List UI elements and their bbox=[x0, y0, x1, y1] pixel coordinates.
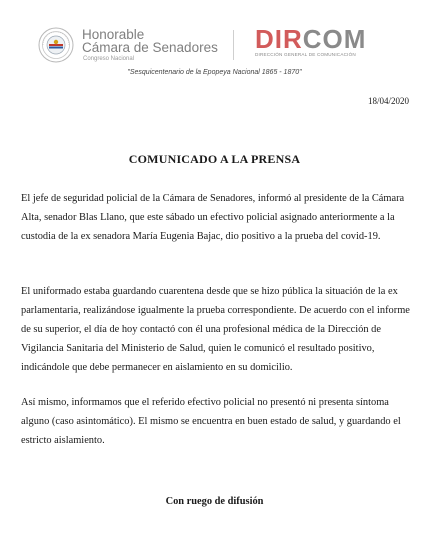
dircom-wordmark-part1: DIR bbox=[255, 24, 303, 54]
dircom-subtitle: DIRECCIÓN GENERAL DE COMUNICACIÓN bbox=[255, 52, 356, 57]
org-name-line1: Honorable bbox=[82, 27, 145, 42]
dircom-wordmark-part2: COM bbox=[302, 24, 367, 54]
document-title: COMUNICADO A LA PRENSA bbox=[128, 152, 301, 166]
senate-wordmark bbox=[82, 28, 218, 63]
paragraph-3: Así mismo, informamos que el referido efectivo policial no presentó ni presenta síntoma alguno (caso asintomático). El mismo se encuentra en buen estado de salud, y guardando el estricto aislamiento. bbox=[21, 397, 401, 446]
org-name-line3: Congreso Nacional bbox=[83, 56, 135, 62]
document-date: 18/04/2020 bbox=[367, 96, 409, 106]
header-divider bbox=[233, 30, 234, 60]
letterhead bbox=[0, 0, 429, 90]
dircom-logo bbox=[255, 26, 366, 57]
paragraph-2: El uniformado estaba guardando cuarentena desde que se hizo pública la situación de la ex parlamentaria, realizándose igualmente la prueba correspondiente. De acuerdo con el informe de su superior, el día de hoy contactó con él una profesional médica de la Dirección de Vigilancia Sanitaria del Ministerio de Salud, quien le comunicó el resultado positivo, indicándole que debe permanecer en aislamiento en su domicilio. bbox=[21, 286, 410, 373]
dircom-wordmark bbox=[255, 26, 366, 52]
closing-note: Con ruego de difusión bbox=[165, 496, 264, 507]
senate-seal-logo bbox=[38, 27, 74, 63]
org-name-line2: Cámara de Senadores bbox=[82, 40, 218, 55]
motto: "Sesquicentenario de la Epopeya Nacional 1865 - 1870" bbox=[127, 69, 302, 76]
paragraph-1: El jefe de seguridad policial de la Cámara de Senadores, informó al presidente de la Cámara Alta, senador Blas Llano, que este sábado un efectivo policial asignado anteriormente a la custodia de la ex senadora María Eugenia Bajac, dio positivo a la prueba del covid-19. bbox=[21, 193, 405, 242]
